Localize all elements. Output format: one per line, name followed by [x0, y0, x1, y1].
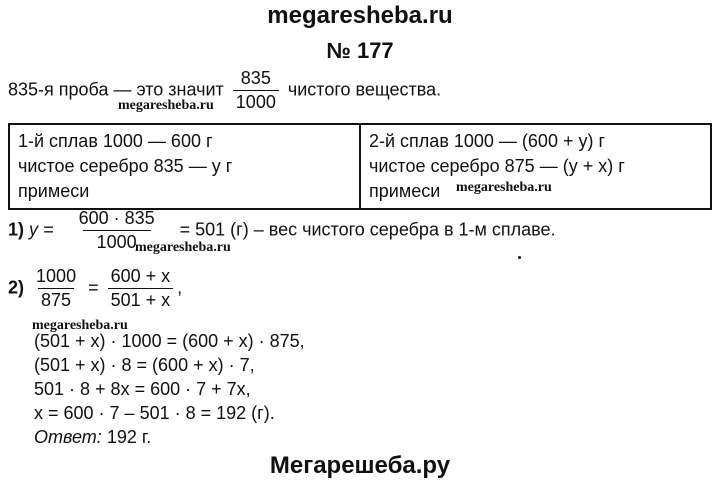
footer-site: Мегарешеба.ру — [269, 452, 451, 479]
intro-text-before: 835-я проба — это значит — [8, 79, 224, 100]
step-2-equation-4: x = 600 · 7 – 501 · 8 = 192 (г). — [34, 403, 275, 423]
alloy-2-line: чистое серебро 875 — (у + x) г — [369, 156, 625, 176]
problem-number: № 177 — [326, 38, 394, 63]
step-2-fraction-2-denominator: 501 + x — [108, 288, 174, 311]
intro-fraction-denominator: 1000 — [233, 90, 279, 113]
watermark: megaresheba.ru — [135, 240, 231, 255]
step-2-fraction-1-denominator: 875 — [38, 288, 74, 311]
alloy-table — [8, 123, 712, 210]
watermark: megaresheba.ru — [118, 98, 214, 113]
step-1 — [8, 208, 556, 253]
step-2-fraction-2 — [108, 266, 174, 311]
intro-fraction — [233, 68, 279, 113]
step-2-label: 2) — [8, 277, 25, 298]
step-2-equals: = — [88, 277, 99, 298]
intro-text-after: чистого вещества. — [287, 79, 442, 100]
step-2-equation-3: 501 · 8 + 8x = 600 · 7 + 7x, — [34, 379, 251, 399]
step-1-lhs: у = — [29, 219, 54, 240]
step-2-equation-1: (501 + x) · 1000 = (600 + x) · 875, — [34, 331, 305, 351]
alloy-1-line: чистое серебро 835 — у г — [18, 156, 233, 176]
intro-fraction-numerator: 835 — [240, 68, 271, 88]
step-2-equation-2: (501 + x) · 8 = (600 + x) · 7, — [34, 355, 255, 375]
answer-value: 192 г. — [106, 427, 152, 447]
site-title: megaresheba.ru — [267, 2, 453, 29]
step-2-fraction-1-numerator: 1000 — [36, 266, 77, 286]
step-1-result: = 501 (г) – вес чистого серебра в 1-м сплаве. — [179, 219, 556, 240]
alloy-1-cell — [9, 124, 360, 209]
alloy-2-cell — [360, 124, 711, 209]
alloy-2-line: примеси — [369, 181, 441, 201]
step-2-proportion — [8, 266, 182, 311]
step-2-fraction-2-numerator: 600 + x — [110, 266, 171, 286]
step-1-numerator: 600 · 835 — [78, 208, 155, 228]
answer-line — [34, 427, 151, 448]
alloy-2-line: 2-й сплав 1000 — (600 + у) г — [369, 131, 606, 151]
watermark: megaresheba.ru — [32, 318, 128, 333]
alloy-1-line: примеси — [18, 181, 90, 201]
step-2-comma: , — [177, 277, 183, 298]
answer-label: Ответ: — [34, 427, 102, 447]
alloy-1-line: 1-й сплав 1000 — 600 г — [18, 131, 213, 151]
step-1-denominator: 1000 — [83, 230, 151, 253]
intro-line — [8, 68, 441, 113]
step-2-fraction-1 — [33, 266, 79, 311]
watermark: megaresheba.ru — [456, 180, 552, 195]
stray-dot — [518, 256, 521, 259]
step-1-label: 1) — [8, 219, 25, 240]
